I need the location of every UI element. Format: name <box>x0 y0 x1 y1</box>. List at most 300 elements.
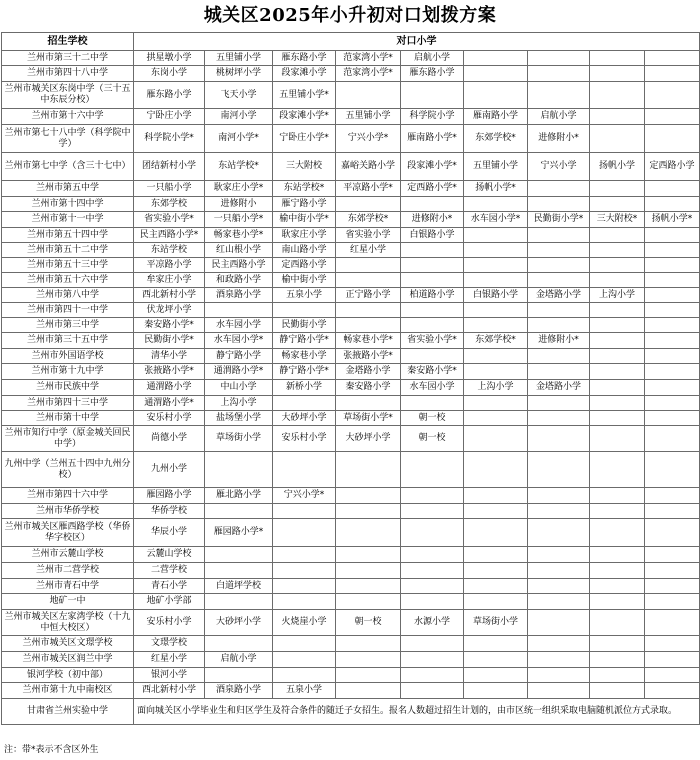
primary-school-cell <box>528 504 590 519</box>
primary-school-cell <box>590 504 645 519</box>
primary-school-cell <box>273 303 336 318</box>
primary-school-cell: 雁东路小学 <box>401 66 464 82</box>
primary-school-cell: 宁卧庄小学 <box>134 109 205 125</box>
primary-school-cell: 金塔路小学 <box>528 380 590 396</box>
primary-school-cell: 扬帆小学* <box>464 181 528 197</box>
primary-school-cell <box>464 594 528 610</box>
table-row <box>2 488 700 504</box>
primary-school-cell: 雁东路小学 <box>134 82 205 109</box>
primary-school-cell <box>590 197 645 212</box>
primary-school-cell: 范家湾小学* <box>336 51 401 66</box>
primary-school-cell <box>528 652 590 668</box>
primary-school-cell <box>273 396 336 411</box>
primary-school-cell <box>590 488 645 504</box>
primary-school-cell: 团结新村小学 <box>134 153 205 181</box>
primary-school-cell <box>273 594 336 610</box>
primary-school-cell <box>528 364 590 380</box>
enrolling-school-cell: 兰州市第七中学（含三十七中） <box>2 153 134 181</box>
primary-school-cell: 雁园路小学* <box>205 519 273 547</box>
primary-school-cell <box>464 318 528 333</box>
primary-school-cell <box>590 411 645 426</box>
enrolling-school-cell: 兰州市第四十一中学 <box>2 303 134 318</box>
primary-school-cell <box>205 563 273 579</box>
primary-school-cell <box>273 668 336 683</box>
primary-school-cell <box>590 181 645 197</box>
primary-school-cell <box>205 303 273 318</box>
table-row <box>2 273 700 288</box>
primary-school-cell: 民勤街小学 <box>273 318 336 333</box>
primary-school-cell <box>528 636 590 652</box>
primary-school-cell: 水车园小学* <box>205 333 273 349</box>
primary-school-cell <box>528 452 590 488</box>
primary-school-cell <box>645 396 700 411</box>
primary-school-cell <box>205 452 273 488</box>
primary-school-cell <box>645 318 700 333</box>
primary-school-cell <box>645 683 700 699</box>
primary-school-cell: 五泉小学 <box>273 288 336 303</box>
primary-school-cell <box>464 488 528 504</box>
primary-school-cell <box>645 181 700 197</box>
table-row <box>2 563 700 579</box>
enrolling-school-cell: 兰州市外国语学校 <box>2 349 134 364</box>
primary-school-cell: 西北新村小学 <box>134 683 205 699</box>
primary-school-cell <box>645 610 700 636</box>
primary-school-cell <box>645 228 700 243</box>
primary-school-cell <box>645 303 700 318</box>
primary-school-cell <box>528 318 590 333</box>
table-row <box>2 610 700 636</box>
primary-school-cell: 科学院小学 <box>401 109 464 125</box>
primary-school-cell: 白银路小学 <box>401 228 464 243</box>
primary-school-cell: 科学院小学* <box>134 125 205 153</box>
primary-school-cell: 酒泉路小学 <box>205 288 273 303</box>
table-row <box>2 579 700 594</box>
primary-school-cell <box>590 318 645 333</box>
enrolling-school-cell: 地矿一中 <box>2 594 134 610</box>
enrolling-school-cell: 兰州市第五十六中学 <box>2 273 134 288</box>
primary-school-cell: 伏龙坪小学 <box>134 303 205 318</box>
primary-school-cell: 民主西路小学 <box>205 258 273 273</box>
primary-school-cell: 三大附校 <box>273 153 336 181</box>
table-row <box>2 243 700 258</box>
primary-school-cell: 水车园小学 <box>401 380 464 396</box>
primary-school-cell: 段家滩小学* <box>401 153 464 181</box>
primary-school-cell: 银河小学 <box>134 668 205 683</box>
primary-school-cell: 文璟学校 <box>134 636 205 652</box>
primary-school-cell <box>401 303 464 318</box>
primary-school-cell <box>645 563 700 579</box>
primary-school-cell: 上沟小学 <box>590 288 645 303</box>
primary-school-cell <box>336 683 401 699</box>
primary-school-cell <box>528 519 590 547</box>
primary-school-cell: 草场街小学* <box>336 411 401 426</box>
primary-school-cell <box>528 243 590 258</box>
primary-school-cell <box>464 228 528 243</box>
primary-school-cell: 启航小学 <box>401 51 464 66</box>
primary-school-cell <box>528 258 590 273</box>
primary-school-cell <box>401 636 464 652</box>
enrolling-school-cell: 兰州市城关区文璟学校 <box>2 636 134 652</box>
primary-school-cell <box>205 547 273 563</box>
primary-school-cell <box>401 258 464 273</box>
primary-school-cell <box>528 228 590 243</box>
primary-school-cell <box>464 504 528 519</box>
primary-school-cell: 水车园小学* <box>464 212 528 228</box>
enrolling-school-cell: 兰州市知行中学（原金城关回民中学） <box>2 426 134 452</box>
primary-school-cell: 通渭路小学* <box>134 396 205 411</box>
table-row <box>2 396 700 411</box>
primary-school-cell <box>464 51 528 66</box>
primary-school-cell: 段家滩小学* <box>273 109 336 125</box>
primary-school-cell <box>205 668 273 683</box>
table-row <box>2 452 700 488</box>
primary-school-cell <box>590 243 645 258</box>
primary-school-cell <box>401 197 464 212</box>
table-row <box>2 82 700 109</box>
enrolling-school-cell: 兰州市青石中学 <box>2 579 134 594</box>
primary-school-cell <box>336 668 401 683</box>
primary-school-cell <box>645 504 700 519</box>
enrolling-school-cell: 兰州市城关区东岗中学（三十五中东辰分校） <box>2 82 134 109</box>
primary-school-cell: 五泉小学 <box>273 683 336 699</box>
enrolling-school-cell: 兰州市第八中学 <box>2 288 134 303</box>
primary-school-cell: 民勤街小学* <box>134 333 205 349</box>
primary-school-cell <box>336 318 401 333</box>
enrolling-school-cell: 兰州市第十一中学 <box>2 212 134 228</box>
table-row <box>2 318 700 333</box>
primary-school-cell: 朝一校 <box>401 426 464 452</box>
table-row <box>2 303 700 318</box>
footnote: 注：带*表示不含区外生 <box>4 745 99 755</box>
primary-school-cell: 东站学校* <box>205 153 273 181</box>
primary-school-cell: 雁宁路小学 <box>273 197 336 212</box>
primary-school-cell: 地矿小学部 <box>134 594 205 610</box>
primary-school-cell <box>645 109 700 125</box>
enrolling-school-cell: 兰州市第十九中南校区 <box>2 683 134 699</box>
primary-school-cell <box>464 652 528 668</box>
primary-school-cell: 畅家巷小学* <box>205 228 273 243</box>
table-row <box>2 181 700 197</box>
primary-school-cell: 秦安路小学 <box>336 380 401 396</box>
primary-school-cell: 榆中街小学* <box>273 212 336 228</box>
primary-school-cell: 九州小学 <box>134 452 205 488</box>
enrolling-school-cell: 兰州市第四十三中学 <box>2 396 134 411</box>
table-row <box>2 380 700 396</box>
primary-school-cell: 耿家庄小学* <box>205 181 273 197</box>
primary-school-cell <box>464 411 528 426</box>
table-row <box>2 519 700 547</box>
primary-school-cell <box>645 288 700 303</box>
primary-school-cell <box>273 504 336 519</box>
table-row <box>2 197 700 212</box>
primary-school-cell: 东郊学校* <box>464 333 528 349</box>
primary-school-cell <box>528 594 590 610</box>
primary-school-cell: 二营学校 <box>134 563 205 579</box>
primary-school-cell <box>336 519 401 547</box>
primary-school-cell: 启航小学 <box>528 109 590 125</box>
primary-school-cell <box>528 668 590 683</box>
primary-school-cell <box>590 258 645 273</box>
enrolling-school-cell: 兰州市第五十三中学 <box>2 258 134 273</box>
table-row <box>2 212 700 228</box>
enrolling-school-cell: 兰州市二营学校 <box>2 563 134 579</box>
primary-school-cell <box>336 652 401 668</box>
primary-school-cell <box>336 273 401 288</box>
primary-school-cell <box>336 197 401 212</box>
enrolling-school-cell: 兰州市民族中学 <box>2 380 134 396</box>
primary-school-cell: 进修附小* <box>528 125 590 153</box>
primary-school-cell: 五里铺小学 <box>336 109 401 125</box>
primary-school-cell <box>528 66 590 82</box>
primary-school-cell <box>273 652 336 668</box>
primary-school-cell <box>645 488 700 504</box>
primary-school-cell: 省实验小学 <box>336 228 401 243</box>
enrolling-school-cell: 兰州市第三中学 <box>2 318 134 333</box>
table-row <box>2 426 700 452</box>
primary-school-cell <box>464 273 528 288</box>
primary-school-cell <box>401 547 464 563</box>
enrolling-school-cell: 兰州市城关区润兰中学 <box>2 652 134 668</box>
primary-school-cell: 朝一校 <box>401 411 464 426</box>
primary-school-cell: 定西路小学* <box>401 181 464 197</box>
primary-school-cell <box>401 452 464 488</box>
enrolling-school-cell: 兰州市第五十四中学 <box>2 228 134 243</box>
primary-school-cell: 定西路小学 <box>273 258 336 273</box>
primary-school-cell: 云麓山学校 <box>134 547 205 563</box>
table-row <box>2 288 700 303</box>
primary-school-cell <box>528 303 590 318</box>
primary-school-cell <box>645 364 700 380</box>
primary-school-cell <box>401 396 464 411</box>
primary-school-cell: 嘉峪关路小学 <box>336 153 401 181</box>
primary-school-cell <box>590 683 645 699</box>
table-row <box>2 652 700 668</box>
primary-school-cell <box>205 636 273 652</box>
primary-school-cell <box>590 610 645 636</box>
primary-school-cell <box>528 683 590 699</box>
primary-school-cell <box>590 349 645 364</box>
primary-school-cell <box>336 396 401 411</box>
enrolling-school-cell: 兰州市第四十八中学 <box>2 66 134 82</box>
primary-school-cell: 金塔路小学 <box>336 364 401 380</box>
primary-school-cell: 定西路小学 <box>645 153 700 181</box>
primary-school-cell: 南河小学 <box>205 109 273 125</box>
primary-school-cell: 金塔路小学 <box>528 288 590 303</box>
primary-school-cell <box>528 610 590 636</box>
primary-school-cell: 酒泉路小学 <box>205 683 273 699</box>
primary-school-cell: 水源小学 <box>401 610 464 636</box>
primary-school-cell <box>336 636 401 652</box>
primary-school-cell <box>590 333 645 349</box>
primary-school-cell <box>401 273 464 288</box>
primary-school-cell <box>645 579 700 594</box>
table-row <box>2 699 700 725</box>
primary-school-cell <box>590 364 645 380</box>
primary-school-cell <box>590 547 645 563</box>
primary-school-cell <box>464 668 528 683</box>
primary-school-cell: 三大附校* <box>590 212 645 228</box>
primary-school-cell: 西北新村小学 <box>134 288 205 303</box>
primary-school-cell <box>590 273 645 288</box>
primary-school-cell: 华辰小学 <box>134 519 205 547</box>
primary-school-cell: 朝一校 <box>336 610 401 636</box>
primary-school-cell: 五里铺小学 <box>205 51 273 66</box>
primary-school-cell: 东站学校 <box>134 243 205 258</box>
primary-school-cell: 大砂坪小学 <box>205 610 273 636</box>
primary-school-cell <box>273 636 336 652</box>
header-row <box>2 33 700 51</box>
enrolling-school-cell: 兰州市第五十二中学 <box>2 243 134 258</box>
primary-school-cell <box>590 396 645 411</box>
primary-school-cell <box>464 636 528 652</box>
primary-school-cell: 上沟小学 <box>464 380 528 396</box>
table-row <box>2 411 700 426</box>
enrolling-school-cell: 兰州市第十中学 <box>2 411 134 426</box>
primary-school-cell <box>336 594 401 610</box>
table-row <box>2 349 700 364</box>
primary-school-cell <box>401 652 464 668</box>
primary-school-cell <box>401 318 464 333</box>
primary-school-cell: 大砂坪小学 <box>273 411 336 426</box>
primary-school-cell: 雁东路小学 <box>273 51 336 66</box>
primary-school-cell: 柏道路小学 <box>401 288 464 303</box>
primary-school-cell <box>528 488 590 504</box>
enrolling-school-cell: 甘肃省兰州实验中学 <box>2 699 134 725</box>
primary-school-cell <box>336 82 401 109</box>
primary-school-cell <box>273 563 336 579</box>
primary-school-cell <box>645 426 700 452</box>
primary-school-cell: 东站学校* <box>273 181 336 197</box>
primary-school-cell <box>401 243 464 258</box>
primary-school-cell <box>528 51 590 66</box>
enrolling-school-cell: 九州中学（兰州五十四中九州分校） <box>2 452 134 488</box>
primary-school-cell <box>590 82 645 109</box>
primary-school-cell <box>464 683 528 699</box>
primary-school-cell: 宁兴小学 <box>528 153 590 181</box>
primary-school-cell <box>528 181 590 197</box>
primary-school-cell: 牟家庄小学 <box>134 273 205 288</box>
primary-school-cell <box>273 519 336 547</box>
primary-school-cell <box>645 273 700 288</box>
primary-school-cell <box>336 488 401 504</box>
primary-school-cell <box>528 411 590 426</box>
primary-school-cell <box>528 579 590 594</box>
primary-school-cell <box>528 273 590 288</box>
primary-school-cell: 一只船小学* <box>205 212 273 228</box>
primary-school-cell: 草场街小学 <box>464 610 528 636</box>
primary-school-cell <box>401 579 464 594</box>
primary-school-cell: 扬帆小学* <box>645 212 700 228</box>
primary-school-cell <box>590 652 645 668</box>
table-row <box>2 364 700 380</box>
primary-school-cell <box>645 452 700 488</box>
primary-school-cell: 一只船小学 <box>134 181 205 197</box>
primary-school-cell <box>464 303 528 318</box>
primary-school-cell: 新桥小学 <box>273 380 336 396</box>
primary-school-cell: 张掖路小学* <box>134 364 205 380</box>
table-row <box>2 333 700 349</box>
primary-school-cell <box>590 452 645 488</box>
primary-school-cell: 南河小学* <box>205 125 273 153</box>
primary-school-cell: 红星小学 <box>134 652 205 668</box>
enrolling-school-cell: 兰州市第十四中学 <box>2 197 134 212</box>
primary-school-cell <box>645 411 700 426</box>
primary-school-cell <box>205 594 273 610</box>
table-row <box>2 125 700 153</box>
table-row <box>2 228 700 243</box>
primary-school-cell <box>336 303 401 318</box>
primary-school-cell <box>528 426 590 452</box>
table-row <box>2 683 700 699</box>
primary-school-cell <box>401 668 464 683</box>
primary-school-cell: 段家滩小学 <box>273 66 336 82</box>
primary-school-cell: 畅家巷小学* <box>336 333 401 349</box>
primary-school-cell: 正宁路小学 <box>336 288 401 303</box>
primary-school-cell: 进修附小 <box>205 197 273 212</box>
primary-school-cell <box>464 349 528 364</box>
primary-school-cell <box>464 563 528 579</box>
primary-school-cell <box>590 519 645 547</box>
primary-school-cell: 雁北路小学 <box>205 488 273 504</box>
primary-school-cell <box>645 547 700 563</box>
primary-school-cell <box>273 452 336 488</box>
primary-school-cell <box>645 197 700 212</box>
table-row <box>2 109 700 125</box>
primary-school-cell <box>645 258 700 273</box>
primary-school-cell <box>590 636 645 652</box>
primary-school-cell <box>401 488 464 504</box>
primary-school-cell <box>645 594 700 610</box>
primary-school-cell: 东郊学校* <box>464 125 528 153</box>
primary-school-cell: 大砂坪小学 <box>336 426 401 452</box>
enrolling-school-cell: 兰州市第七十八中学（科学院中学） <box>2 125 134 153</box>
allocation-table <box>1 32 700 725</box>
primary-school-cell: 宁兴小学* <box>273 488 336 504</box>
primary-school-cell <box>645 519 700 547</box>
primary-school-cell: 静宁路小学* <box>273 364 336 380</box>
primary-school-cell: 雁南路小学* <box>401 125 464 153</box>
primary-school-cell <box>645 333 700 349</box>
primary-school-cell <box>590 426 645 452</box>
primary-school-cell <box>528 547 590 563</box>
primary-school-cell: 畅家巷小学 <box>273 349 336 364</box>
primary-school-cell <box>336 504 401 519</box>
primary-school-cell <box>645 349 700 364</box>
enrolling-school-cell: 兰州市城关区雁西路学校（华侨华字校区） <box>2 519 134 547</box>
primary-school-cell: 红星小学 <box>336 243 401 258</box>
primary-school-cell <box>401 504 464 519</box>
primary-school-cell <box>336 452 401 488</box>
primary-school-cell: 启航小学 <box>205 652 273 668</box>
primary-school-cell: 宁兴小学* <box>336 125 401 153</box>
primary-school-cell: 静宁路小学* <box>273 333 336 349</box>
primary-school-cell: 秦安路小学* <box>134 318 205 333</box>
primary-school-cell <box>645 243 700 258</box>
table-row <box>2 153 700 181</box>
primary-school-cell: 五里铺小学 <box>464 153 528 181</box>
primary-school-cell: 宁卧庄小学* <box>273 125 336 153</box>
primary-school-cell <box>401 563 464 579</box>
primary-school-cell <box>528 396 590 411</box>
table-row <box>2 51 700 66</box>
primary-school-cell: 东郊学校 <box>134 197 205 212</box>
primary-school-cell <box>645 51 700 66</box>
primary-school-cell: 华侨学校 <box>134 504 205 519</box>
primary-school-cell <box>645 652 700 668</box>
primary-school-cell <box>645 82 700 109</box>
primary-school-cell: 火烧崖小学 <box>273 610 336 636</box>
primary-school-cell <box>590 303 645 318</box>
